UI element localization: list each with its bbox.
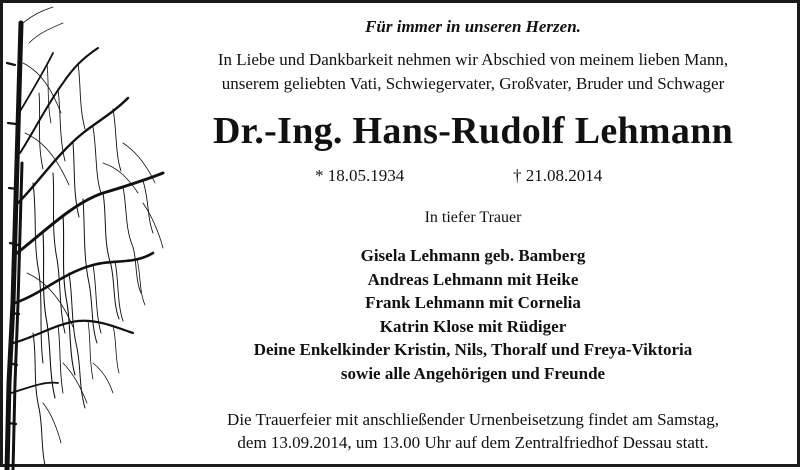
death-date: † 21.08.2014 bbox=[513, 166, 603, 185]
mourners-list bbox=[163, 244, 783, 385]
birth-date: * 18.05.1934 bbox=[315, 166, 405, 185]
mourner-entry: Deine Enkelkinder Kristin, Nils, Thoralf und Freya-Viktoria bbox=[253, 340, 693, 359]
mourner-entry: Andreas Lehmann mit Heike bbox=[367, 269, 579, 289]
ceremony-line: Die Trauerfeier mit anschließender Urnenbeisetzung findet am Samstag, bbox=[227, 410, 719, 429]
mourner-entry: sowie alle Angehörigen und Freunde bbox=[340, 363, 606, 383]
intro-text bbox=[163, 48, 783, 96]
ceremony-info bbox=[163, 408, 783, 454]
intro-line: unserem geliebten Vati, Schwiegervater, Großvater, Bruder und Schwager bbox=[221, 74, 725, 93]
mourner-entry: Katrin Klose mit Rüdiger bbox=[379, 316, 567, 336]
mourner-entry: Gisela Lehmann geb. Bamberg bbox=[360, 246, 586, 265]
motto: Für immer in unseren Herzen. bbox=[365, 17, 581, 36]
mourning-label: In tiefer Trauer bbox=[424, 209, 522, 226]
deceased-name: Dr.-Ing. Hans-Rudolf Lehmann bbox=[212, 110, 734, 152]
mourner-entry: Frank Lehmann mit Cornelia bbox=[365, 293, 581, 312]
intro-line: In Liebe und Dankbarkeit nehmen wir Abschied von meinem lieben Mann, bbox=[217, 50, 729, 69]
notice-text-block bbox=[163, 3, 783, 470]
ceremony-line: dem 13.09.2014, um 13.00 Uhr auf dem Zentralfriedhof Dessau statt. bbox=[237, 433, 709, 452]
